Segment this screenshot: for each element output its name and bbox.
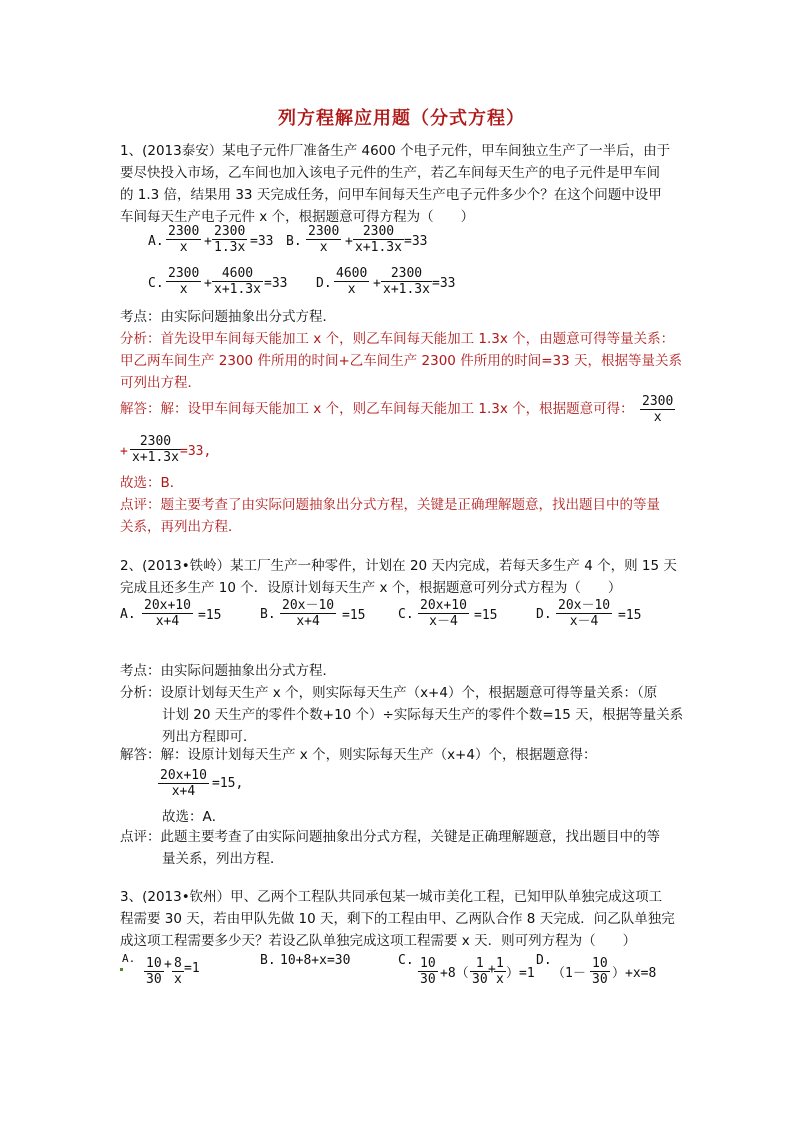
q2-option-a-fraction: $\frac{20x+10}{x+4}$ [144,598,191,629]
q1-option-d-fraction-2: $\frac{2300}{x+1.3x}$ [383,266,430,297]
q3-line-2: 程需要 30 天，若由甲队先做 10 天，剩下的工程由甲、乙两队合作 8 天完成．问乙队单独完 [120,911,675,927]
q2-option-a-label: A. [120,607,136,622]
q2-option-d-fraction: $\frac{20x-10}{x-4}$ [558,598,611,629]
q3-option-c-fraction-2: $\frac{1}{30}$ [472,956,488,987]
q2-option-b-label: B. [260,607,276,622]
q2-option-c-label: C. [398,607,414,622]
q2-line-2: 完成且还多生产 10 个．设原计划每天生产 x 个，根据题意可列分式方程为（ ） [120,580,622,596]
q1-option-c-fraction-1: $\frac{2300}{x}$ [168,266,200,297]
q1-option-c-rhs: =33 [264,276,288,291]
q2-option-b-rhs: =15 [342,608,366,623]
bullet-marker-icon [120,968,123,971]
q2-solution-rhs: =15, [212,776,244,791]
q1-line-2: 要尽快投入市场，乙车间也加入该电子元件的生产，若乙车间每天生产的电子元件是甲车间 [120,165,660,181]
q1-option-c-fraction-2: $\frac{4600}{x+1.3x}$ [214,266,261,297]
q1-line-3: 的 1.3 倍，结果用 33 天完成任务，问甲车间每天生产电子元件多少个？在这个问题中设甲 [120,187,662,203]
q2-option-b-fraction: $\frac{20x-10}{x+4}$ [282,598,335,629]
q3-option-a-plus: + [164,957,172,972]
q3-option-a-fraction-1: $\frac{10}{30}$ [146,956,162,987]
q1-jieda: 解答：解：设甲车间每天能加工 x 个，则乙车间每天能加工 1.3x 个，根据题意可得： [120,401,634,417]
q1-dianping-line-2: 关系，再列出方程． [120,519,242,535]
q2-fenxi-line-2: 计划 20 天生产的零件个数+10 个）÷实际每天生产的零件个数=15 天，根据等量关系 [162,707,684,723]
q2-jieda: 解答：解：设原计划每天生产 x 个，则实际每天生产（x+4）个，根据题意得： [120,747,597,763]
q2-line-1: 2、(2013•铁岭）某工厂生产一种零件，计划在 20 天内完成，若每天多生产 4 个，则 15 天 [120,558,677,574]
q1-option-a-plus: + [204,234,212,249]
q3-option-c-rhs: ）=1 [506,966,535,981]
q3-option-d-pre: （1－ [552,966,586,981]
q1-solution-fraction-tail: $\frac{2300}{x}$ [642,394,674,425]
q3-option-b-label: B. [260,953,276,968]
q1-option-c-plus: + [204,276,212,291]
q1-option-d-rhs: =33 [432,276,456,291]
q3-option-a-rhs: =1 [184,961,200,976]
q3-option-d-fraction: $\frac{10}{30}$ [592,956,608,987]
q1-option-b-fraction-2: $\frac{2300}{x+1.3x}$ [355,224,402,255]
q3-option-a-label: A. [122,952,136,965]
q2-guxuan: 故选：A． [162,809,226,825]
q3-option-c-fraction-1: $\frac{10}{30}$ [420,956,436,987]
q1-option-c-label: C. [148,276,164,291]
q1-fenxi-line-1: 分析：首先设甲车间每天能加工 x 个，则乙车间每天能加工 1.3x 个，由题意可得等量关系： [120,331,675,347]
q3-option-c-label: C. [398,953,414,968]
q3-option-a-fraction-2: $\frac{8}{x}$ [174,956,182,987]
q3-option-c-plus: + [488,962,496,977]
q1-solution-fraction: $\frac{2300}{x+1.3x}$ [132,434,179,465]
q3-option-d-rhs: ）+x=8 [612,966,657,981]
q1-option-b-label: B. [286,234,302,249]
q1-solution-plus: + [120,444,128,459]
q2-kaodian: 考点：由实际问题抽象出分式方程． [120,663,336,679]
q1-option-d-fraction-1: $\frac{4600}{x}$ [336,266,368,297]
q1-option-a-rhs: =33 [250,234,274,249]
q1-option-a-fraction-1: $\frac{2300}{x}$ [168,224,200,255]
q2-fenxi-line-1: 分析：设原计划每天生产 x 个，则实际每天生产（x+4）个，根据题意可得等量关系：（原 [120,685,658,701]
q1-solution-rhs: =33, [180,444,212,459]
q2-option-d-label: D. [536,607,552,622]
q3-line-1: 3、(2013•钦州）甲、乙两个工程队共同承包某一城市美化工程，已知甲队单独完成这项工 [120,889,663,905]
q1-guxuan: 故选：B． [120,475,184,491]
q1-option-b-plus: + [345,234,353,249]
q2-dianping-line-2: 量关系，列出方程． [162,851,284,867]
q1-kaodian: 考点：由实际问题抽象出分式方程． [120,309,336,325]
q1-option-d-label: D. [316,276,332,291]
q1-dianping-line-1: 点评：题主要考查了由实际问题抽象出分式方程，关键是正确理解题意，找出题目中的等量 [120,497,660,513]
q2-fenxi-line-3: 列出方程即可． [162,729,257,745]
q1-option-b-rhs: =33 [404,234,428,249]
q1-option-a-label: A. [148,234,164,249]
q3-option-d-label: D. [536,953,552,968]
q2-solution-fraction: $\frac{20x+10}{x+4}$ [160,768,207,799]
q1-option-d-plus: + [373,276,381,291]
q2-option-c-rhs: =15 [474,608,498,623]
q2-dianping-line-1: 点评：此题主要考查了由实际问题抽象出分式方程，关键是正确理解题意，找出题目中的等 [120,829,660,845]
q1-line-4: 车间每天生产电子元件 x 个，根据题意可得方程为（ ） [120,209,475,225]
q3-option-c-mid: +8（ [440,966,469,981]
q2-option-a-rhs: =15 [198,608,222,623]
q3-option-c-fraction-3: $\frac{1}{x}$ [496,956,504,987]
q3-option-b-equation: 10+8+x=30 [280,953,351,968]
q2-option-c-fraction: $\frac{20x+10}{x-4}$ [420,598,467,629]
q1-option-b-fraction-1: $\frac{2300}{x}$ [308,224,340,255]
q1-line-1: 1、(2013泰安）某电子元件厂准备生产 4600 个电子元件，甲车间独立生产了一半后，由于 [120,143,671,159]
q1-fenxi-line-3: 可列出方程． [120,375,201,391]
q2-option-d-rhs: =15 [618,608,642,623]
q1-fenxi-line-2: 甲乙两车间生产 2300 件所用的时间+乙车间生产 2300 件所用的时间=33 天，根据等量关系 [120,353,682,369]
page-title: 列方程解应用题（分式方程） [278,108,525,129]
q3-line-3: 成这项工程需要多少天？若设乙队单独完成这项工程需要 x 天．则可列方程为（ ） [120,933,637,949]
q1-option-a-fraction-2: $\frac{2300}{1.3x}$ [214,224,246,255]
